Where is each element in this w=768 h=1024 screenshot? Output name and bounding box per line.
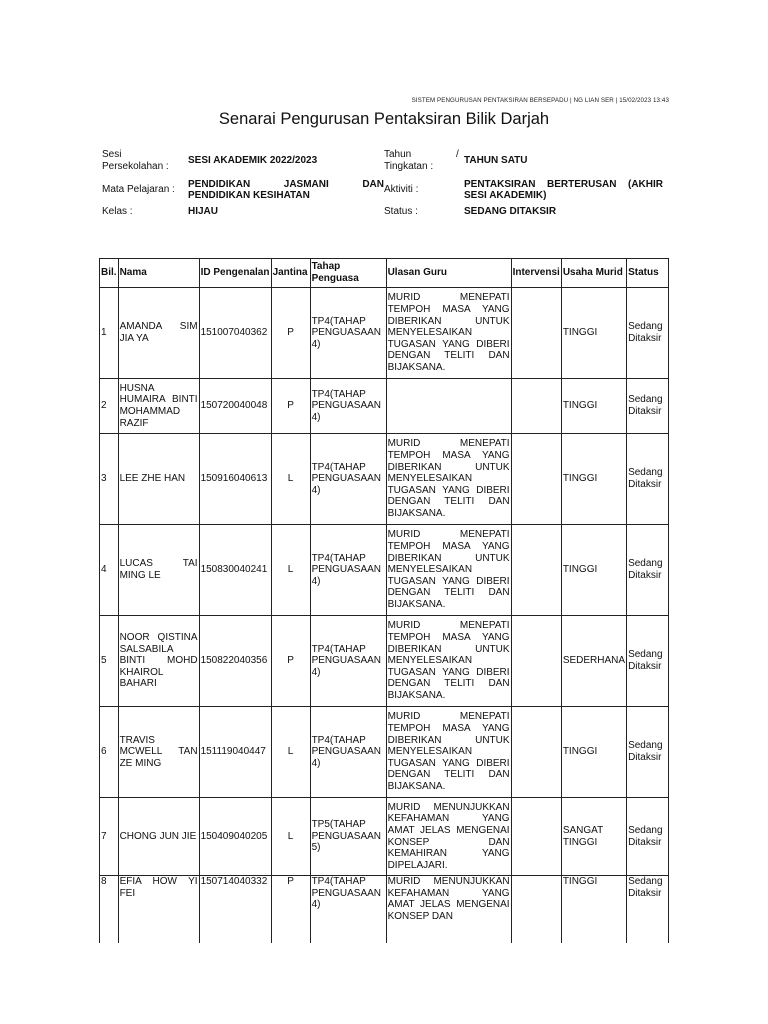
system-info-line: SISTEM PENGURUSAN PENTAKSIRAN BERSEPADU | NG LIAN SER | 15/02/2023 13:43: [411, 97, 669, 104]
cell-ulasan-line: TUGASAN YANG DIBERI: [387, 484, 510, 496]
cell-nama: [118, 616, 199, 707]
cell-tahap: [310, 525, 386, 616]
cell-id-text: 150720040048: [200, 400, 268, 412]
table-row: [100, 616, 669, 707]
col-header-bil: Bil.: [100, 259, 119, 288]
cell-ulasan-line: BIJAKSANA.: [387, 507, 446, 519]
cell-ulasan-line: DIBERIKAN UNTUK: [387, 461, 510, 473]
cell-nama: [118, 876, 199, 943]
cell-ulasan-line: BIJAKSANA.: [387, 361, 446, 373]
status-value: SEDANG DITAKSIR: [464, 206, 557, 218]
cell-tahap: [310, 798, 386, 876]
cell-usaha: [561, 288, 626, 379]
cell-status-line: Sedang: [628, 876, 663, 887]
cell-status-line: Ditaksir: [628, 570, 662, 581]
cell-bil: [100, 876, 119, 943]
cell-nama: [118, 288, 199, 379]
cell-tahap-line: PENGUASAAN: [311, 564, 382, 576]
cell-ulasan-line: DENGAN TELITI DAN: [387, 587, 510, 599]
cell-tahap-line: TP4(TAHAP: [311, 388, 366, 400]
cell-jantina: [271, 379, 310, 434]
table-header-row: [100, 259, 669, 288]
cell-status: [627, 525, 669, 616]
cell-ulasan: [386, 876, 511, 943]
cell-nama-line: BINTI MOHD: [119, 655, 198, 667]
cell-ulasan-line: MURID MENUNJUKKAN: [387, 876, 510, 887]
cell-tahap-line: PENGUASAAN: [311, 655, 382, 667]
cell-ulasan-line: MURID MENEPATI: [387, 529, 510, 541]
cell-intervensi: [511, 798, 561, 876]
cell-tahap: [310, 616, 386, 707]
cell-tahap-line: PENGUASAAN: [311, 327, 382, 339]
cell-ulasan-line: MURID MENEPATI: [387, 711, 510, 723]
cell-usaha: [561, 616, 626, 707]
cell-ulasan-line: DIBERIKAN UNTUK: [387, 315, 510, 327]
cell-tahap: [310, 434, 386, 525]
tahun-value: TAHUN SATU: [464, 155, 528, 167]
page-title: Senarai Pengurusan Pentaksiran Bilik Darjah: [218, 110, 550, 128]
cell-nama-line: HUSNA: [119, 382, 155, 394]
cell-ulasan-line: KEMAHIRAN YANG: [387, 848, 510, 860]
cell-nama: [118, 707, 199, 798]
cell-tahap-line: 4): [311, 666, 321, 678]
cell-tahap-line: TP4(TAHAP: [311, 461, 366, 473]
cell-bil-text: 1: [101, 327, 107, 339]
cell-tahap: [310, 707, 386, 798]
cell-ulasan-line: DIBERIKAN UNTUK: [387, 643, 510, 655]
cell-tahap-line: 4): [311, 899, 321, 911]
cell-ulasan-line: KEFAHAMAN YANG: [387, 813, 510, 825]
cell-ulasan: [386, 707, 511, 798]
cell-tahap-line: PENGUASAAN: [311, 830, 382, 842]
cell-usaha: [561, 707, 626, 798]
cell-ulasan-line: DIBERIKAN UNTUK: [387, 552, 510, 564]
cell-status: [627, 616, 669, 707]
cell-ulasan-line: BIJAKSANA.: [387, 689, 446, 701]
cell-usaha: [561, 798, 626, 876]
cell-jantina-text: P: [287, 400, 294, 412]
cell-tahap-line: TP4(TAHAP: [311, 876, 366, 887]
cell-ulasan-line: MURID MENEPATI: [387, 620, 510, 632]
cell-jantina-text: L: [287, 830, 294, 842]
cell-usaha-line: TINGGI: [562, 746, 598, 758]
sesi-label: [102, 149, 188, 174]
cell-status: [627, 876, 669, 943]
cell-jantina-text: L: [287, 746, 294, 758]
cell-ulasan-line: MENYELESAIKAN: [387, 564, 473, 576]
status-label: Status :: [384, 205, 418, 217]
mapel-value: [188, 179, 384, 202]
cell-nama-line: MCWELL TAN: [119, 746, 198, 758]
cell-ulasan-line: TEMPOH MASA YANG: [387, 632, 510, 644]
col-header-status: Status: [627, 259, 669, 288]
cell-tahap-line: PENGUASAAN: [311, 473, 382, 485]
cell-id-text: 150714040332: [200, 876, 268, 887]
cell-jantina-text: P: [287, 655, 294, 667]
cell-usaha: [561, 434, 626, 525]
cell-nama-line: LEE ZHE HAN: [119, 473, 186, 485]
cell-nama-line: AMANDA SIM: [119, 321, 198, 333]
cell-id: [199, 379, 271, 434]
aktiviti-label: Aktiviti :: [384, 183, 419, 195]
cell-ulasan-line: MURID MENEPATI: [387, 438, 510, 450]
cell-ulasan-line: BIJAKSANA.: [387, 780, 446, 792]
cell-ulasan: [386, 616, 511, 707]
cell-tahap-line: 4): [311, 338, 321, 350]
col-header-tahap-line: Penguasa: [311, 273, 359, 284]
cell-usaha-line: TINGGI: [562, 836, 598, 848]
cell-ulasan-line: TEMPOH MASA YANG: [387, 723, 510, 735]
cell-ulasan-line: DENGAN TELITI DAN: [387, 678, 510, 690]
cell-tahap: [310, 876, 386, 943]
tahun-label-line: Tahun: [384, 148, 412, 160]
cell-ulasan-line: MENYELESAIKAN: [387, 473, 473, 485]
cell-nama: [118, 798, 199, 876]
cell-usaha-line: SANGAT: [562, 824, 604, 836]
cell-status-line: Sedang: [628, 649, 663, 661]
meta-row-mapel: [102, 176, 667, 204]
cell-ulasan-line: AMAT JELAS MENGENAI: [387, 824, 510, 836]
col-header-ulasan: Ulasan Guru: [386, 259, 511, 288]
cell-intervensi: [511, 707, 561, 798]
cell-ulasan-line: MURID MENUNJUKKAN: [387, 801, 510, 813]
cell-tahap-line: 4): [311, 411, 321, 423]
cell-bil-text: 4: [101, 564, 107, 576]
cell-status-line: Sedang: [628, 394, 663, 406]
cell-intervensi: [511, 525, 561, 616]
cell-ulasan: [386, 288, 511, 379]
cell-nama-line: LUCAS TAI: [119, 558, 198, 570]
cell-bil: [100, 616, 119, 707]
cell-status-line: Sedang: [628, 467, 663, 479]
cell-ulasan-line: DENGAN TELITI DAN: [387, 496, 510, 508]
table-row: [100, 379, 669, 434]
cell-bil: [100, 288, 119, 379]
cell-status-line: Ditaksir: [628, 752, 662, 763]
cell-ulasan-line: KONSEP DAN: [387, 910, 453, 922]
cell-nama-line: HUMAIRA BINTI: [119, 394, 198, 406]
cell-bil-text: 7: [101, 830, 107, 842]
table-row: [100, 707, 669, 798]
cell-status-line: Ditaksir: [628, 887, 662, 899]
cell-tahap-line: TP4(TAHAP: [311, 643, 366, 655]
cell-nama-line: CHONG JUN JIE: [119, 830, 197, 842]
kelas-label: Kelas :: [102, 205, 133, 217]
cell-ulasan-line: MENYELESAIKAN: [387, 655, 473, 667]
meta-row-sesi: [102, 146, 667, 176]
cell-id: [199, 288, 271, 379]
cell-nama-line: BAHARI: [119, 678, 157, 690]
cell-bil: [100, 798, 119, 876]
assessment-table: [99, 258, 669, 943]
cell-id-text: 151119040447: [200, 746, 266, 758]
cell-nama-line: NOOR QISTINA: [119, 632, 198, 644]
cell-tahap-line: PENGUASAAN: [311, 887, 382, 899]
cell-jantina-text: L: [287, 564, 294, 576]
cell-nama: [118, 379, 199, 434]
cell-usaha-line: TINGGI: [562, 564, 598, 576]
cell-intervensi: [511, 616, 561, 707]
cell-id: [199, 525, 271, 616]
cell-ulasan-line: DENGAN TELITI DAN: [387, 350, 510, 362]
cell-ulasan-line: DIBERIKAN UNTUK: [387, 734, 510, 746]
aktiviti-value-line: PENTAKSIRAN BERTERUSAN (AKHIR: [464, 178, 663, 190]
cell-ulasan: [386, 798, 511, 876]
cell-intervensi: [511, 379, 561, 434]
cell-status: [627, 288, 669, 379]
cell-ulasan-line: DIPELAJARI.: [387, 859, 448, 871]
col-header-intervensi: Intervensi: [511, 259, 561, 288]
col-header-tahap-line: Tahap: [311, 261, 341, 273]
meta-row-kelas: [102, 204, 667, 220]
cell-nama-line: ZE MING: [119, 757, 162, 769]
cell-jantina: [271, 434, 310, 525]
cell-tahap: [310, 379, 386, 434]
assessment-table-wrap: [99, 258, 669, 943]
tahun-label: [384, 149, 464, 174]
cell-id-text: 150409040205: [200, 830, 268, 842]
cell-usaha: [561, 876, 626, 943]
cell-jantina: [271, 876, 310, 943]
cell-nama-line: JIA YA: [119, 333, 149, 344]
cell-nama-line: MOHAMMAD: [119, 406, 181, 417]
cell-id: [199, 707, 271, 798]
cell-tahap-line: TP5(TAHAP: [311, 819, 366, 831]
cell-ulasan-line: TEMPOH MASA YANG: [387, 304, 510, 316]
cell-id-text: 150822040356: [200, 655, 268, 667]
cell-nama-line: RAZIF: [119, 417, 149, 429]
cell-ulasan-line: TEMPOH MASA YANG: [387, 541, 510, 553]
cell-tahap-line: TP4(TAHAP: [311, 315, 366, 327]
cell-jantina: [271, 288, 310, 379]
cell-usaha-line: SEDERHANA: [562, 655, 626, 667]
cell-ulasan-line: TUGASAN YANG DIBERI: [387, 666, 510, 678]
sesi-value: SESI AKADEMIK 2022/2023: [188, 155, 318, 167]
table-row: [100, 798, 669, 876]
cell-status-line: Sedang: [628, 824, 663, 836]
cell-bil-text: 5: [101, 655, 107, 667]
cell-tahap-line: 4): [311, 575, 321, 587]
cell-bil-text: 8: [101, 876, 107, 887]
tahun-label-line: Tingkatan :: [384, 161, 434, 172]
cell-id: [199, 616, 271, 707]
mapel-value-line: PENDIDIKAN JASMANI DAN: [188, 178, 384, 190]
cell-ulasan-line: MURID MENEPATI: [387, 292, 510, 304]
cell-bil-text: 2: [101, 400, 107, 412]
cell-usaha-line: TINGGI: [562, 327, 598, 339]
cell-ulasan-line: TUGASAN YANG DIBERI: [387, 757, 510, 769]
cell-ulasan-line: KONSEP DAN: [387, 836, 510, 848]
cell-status-line: Ditaksir: [628, 661, 662, 672]
cell-bil-text: 6: [101, 746, 107, 758]
cell-intervensi: [511, 288, 561, 379]
cell-usaha-line: TINGGI: [562, 876, 598, 887]
col-header-tahap: [310, 259, 386, 288]
cell-tahap-line: 4): [311, 484, 321, 496]
cell-bil-text: 3: [101, 473, 107, 485]
cell-ulasan-line: TEMPOH MASA YANG: [387, 450, 510, 462]
cell-nama-line: MING LE: [119, 570, 161, 581]
cell-jantina: [271, 616, 310, 707]
cell-status: [627, 707, 669, 798]
cell-jantina-text: P: [287, 876, 294, 887]
table-row: [100, 525, 669, 616]
cell-nama-line: KHAIROL: [119, 666, 164, 678]
cell-nama: [118, 434, 199, 525]
cell-status-line: Ditaksir: [628, 333, 662, 344]
cell-tahap-line: PENGUASAAN: [311, 746, 382, 758]
cell-nama-line: SALSABILA: [119, 643, 174, 655]
col-header-id: ID Pengenalan: [199, 259, 271, 288]
aktiviti-value: [464, 179, 663, 202]
cell-ulasan-line: MENYELESAIKAN: [387, 746, 473, 758]
cell-ulasan: [386, 434, 511, 525]
col-header-jantina: Jantina: [271, 259, 310, 288]
cell-nama: [118, 525, 199, 616]
cell-bil: [100, 707, 119, 798]
cell-jantina-text: P: [287, 327, 294, 339]
cell-status-line: Ditaksir: [628, 836, 662, 848]
col-header-usaha: Usaha Murid: [561, 259, 626, 288]
cell-usaha: [561, 525, 626, 616]
cell-ulasan-line: AMAT JELAS MENGENAI: [387, 899, 510, 911]
cell-status-line: Ditaksir: [628, 479, 662, 490]
cell-tahap-line: 4): [311, 757, 321, 769]
cell-id-text: 150916040613: [200, 473, 268, 485]
cell-ulasan-line: BIJAKSANA.: [387, 598, 446, 610]
cell-bil: [100, 434, 119, 525]
cell-status-line: Sedang: [628, 558, 663, 570]
cell-tahap: [310, 288, 386, 379]
mapel-label: Mata Pelajaran :: [102, 183, 175, 195]
cell-nama-line: EFIA HOW YI: [119, 876, 198, 887]
cell-nama-line: TRAVIS: [119, 734, 155, 746]
table-row: [100, 434, 669, 525]
cell-bil: [100, 525, 119, 616]
cell-id-text: 151007040362: [200, 327, 268, 339]
cell-id-text: 150830040241: [200, 564, 268, 576]
col-header-nama: Nama: [118, 259, 199, 288]
cell-intervensi: [511, 876, 561, 943]
cell-ulasan: [386, 525, 511, 616]
assessment-meta: [102, 146, 667, 220]
cell-usaha-line: TINGGI: [562, 400, 598, 412]
cell-status-line: Sedang: [628, 321, 663, 333]
cell-tahap-line: 5): [311, 842, 321, 854]
cell-ulasan: [386, 379, 511, 434]
sesi-label-line: Persekolahan :: [102, 161, 169, 172]
cell-ulasan-line: TUGASAN YANG DIBERI: [387, 338, 510, 350]
cell-id: [199, 798, 271, 876]
cell-ulasan-line: DENGAN TELITI DAN: [387, 769, 510, 781]
cell-tahap-line: TP4(TAHAP: [311, 552, 366, 564]
cell-ulasan-line: KEFAHAMAN YANG: [387, 887, 510, 899]
cell-status: [627, 434, 669, 525]
cell-jantina: [271, 707, 310, 798]
cell-status-line: Sedang: [628, 740, 663, 752]
cell-ulasan-line: MENYELESAIKAN: [387, 327, 473, 339]
tahun-slash: /: [456, 148, 459, 160]
cell-status: [627, 798, 669, 876]
table-row: [100, 876, 669, 943]
cell-status: [627, 379, 669, 434]
cell-id: [199, 434, 271, 525]
cell-id: [199, 876, 271, 943]
cell-usaha: [561, 379, 626, 434]
cell-usaha-line: TINGGI: [562, 473, 598, 485]
cell-tahap-line: TP4(TAHAP: [311, 734, 366, 746]
cell-jantina: [271, 525, 310, 616]
cell-nama-line: FEI: [119, 887, 136, 899]
kelas-value: HIJAU: [188, 206, 219, 218]
cell-intervensi: [511, 434, 561, 525]
mapel-value-line: PENDIDIKAN KESIHATAN: [188, 190, 310, 201]
cell-jantina-text: L: [287, 473, 294, 485]
cell-bil: [100, 379, 119, 434]
cell-tahap-line: PENGUASAAN: [311, 400, 382, 412]
aktiviti-value-line: SESI AKADEMIK): [464, 190, 547, 201]
cell-jantina: [271, 798, 310, 876]
sesi-label-line: Sesi: [102, 148, 122, 160]
cell-status-line: Ditaksir: [628, 406, 662, 417]
cell-ulasan-line: TUGASAN YANG DIBERI: [387, 575, 510, 587]
table-row: [100, 288, 669, 379]
